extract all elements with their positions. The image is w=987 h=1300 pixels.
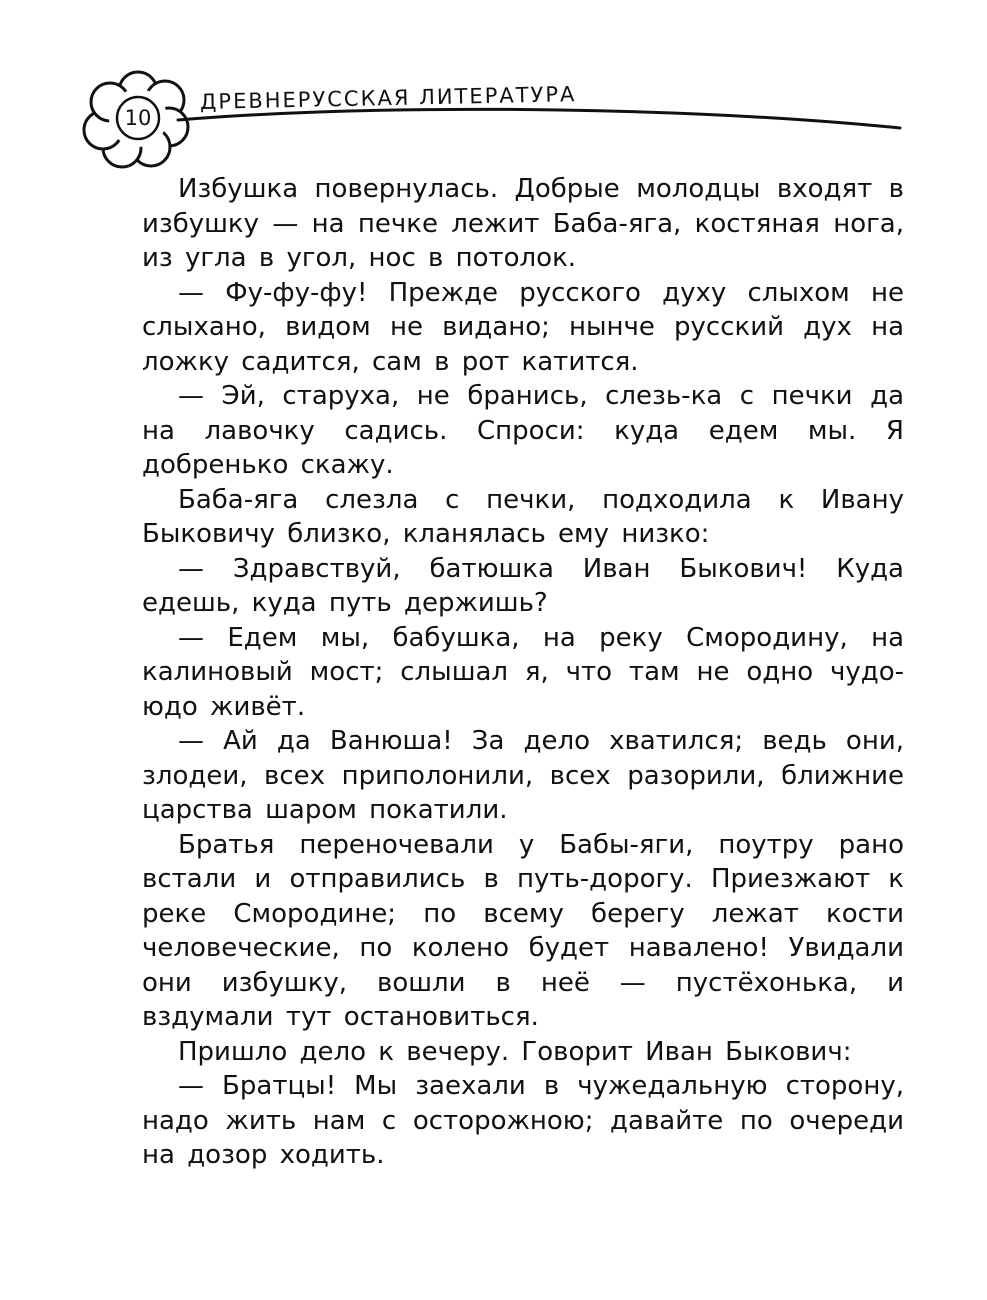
- paragraph: — Эй, старуха, не бранись, слезь-ка с печки да на лавочку садись. Спроси: куда едем мы. Я добренько скажу.: [142, 381, 904, 480]
- page-number: 10: [124, 106, 152, 130]
- paragraph: — Едем мы, бабушка, на реку Смородину, на калиновый мост; слышал я, что там не одно чудо-юдо живёт.: [142, 622, 904, 722]
- paragraph: — Здравствуй, батюшка Иван Быкович! Куда едешь, куда путь держишь?: [142, 553, 904, 618]
- page-header: [0, 0, 987, 170]
- paragraph: Избушка повернулась. Добрые молодцы входят в избушку — на печке лежит Баба-яга, костяная нога, из угла в угол, нос в потолок.: [142, 174, 904, 273]
- paragraph: Братья переночевали у Бабы-яги, поутру рано встали и отправились в путь-дорогу. Приезжают к реке Смородине; по всему берегу лежат кости человеческие, по колено будет навалено! Увидали они избушку, вошли в неё — пустёхонька, и вздумали тут остановиться.: [142, 829, 904, 1032]
- paragraph: Пришло дело к вечеру. Говорит Иван Быкович:: [178, 1036, 852, 1067]
- page-body: [142, 172, 904, 1173]
- paragraph: — Ай да Ванюша! За дело хватился; ведь они, злодеи, всех приполонили, всех разорили, ближние царства шаром покатили.: [142, 726, 904, 825]
- paragraph: — Братцы! Мы заехали в чужедальную сторону, надо жить нам с осторожною; давайте по очереди на дозор ходить.: [142, 1071, 904, 1170]
- section-title: ДРЕВНЕРУССКАЯ ЛИТЕРАТУРА: [199, 82, 577, 114]
- paragraph: Баба-яга слезла с печки, подходила к Ивану Быковичу близко, кланялась ему низко:: [142, 484, 904, 549]
- paragraph: — Фу-фу-фу! Прежде русского духу слыхом не слыхано, видом не видано; нынче русский дух на ложку садится, сам в рот катится.: [142, 277, 904, 377]
